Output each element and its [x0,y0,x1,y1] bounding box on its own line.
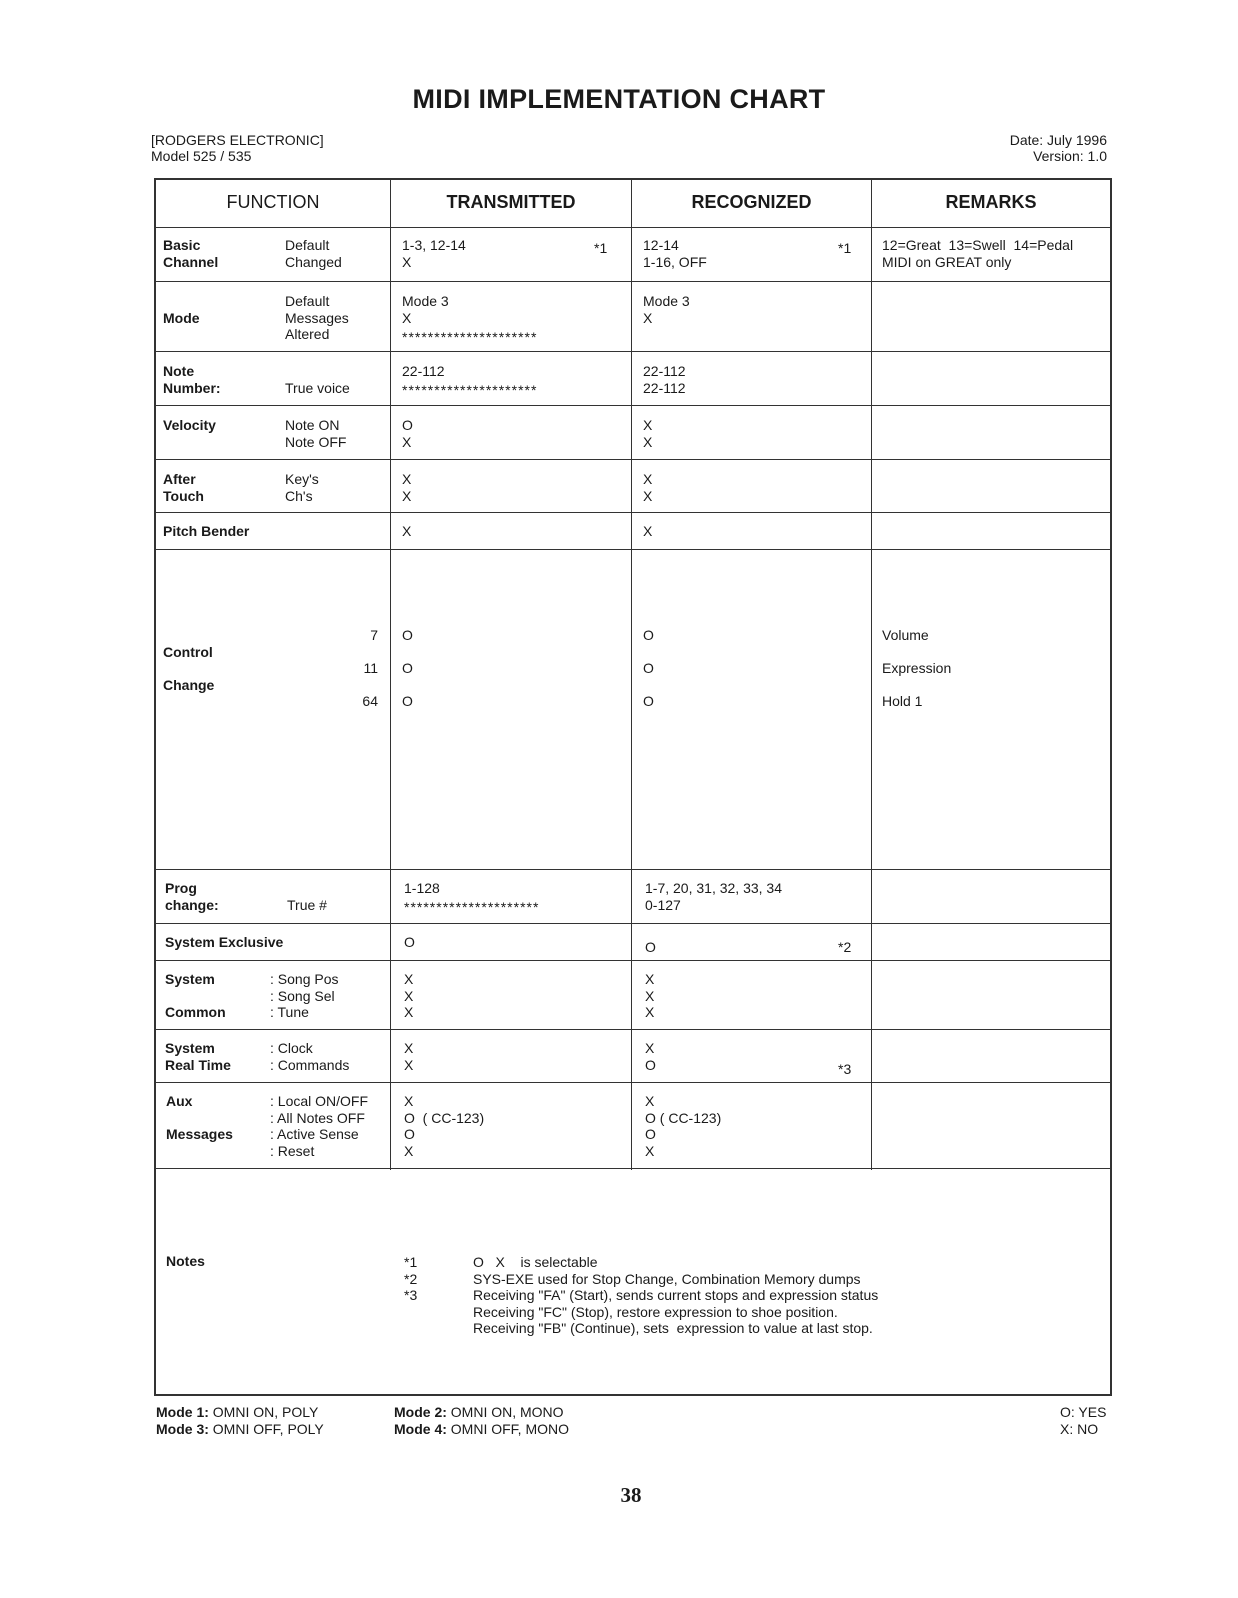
row-divider [156,281,1110,282]
aux-messages-label: Aux Messages [166,1093,233,1142]
model: Model 525 / 535 [151,148,252,164]
row-divider [156,351,1110,352]
mode-transmitted: Mode 3 X [402,293,449,326]
note-number-recognized: 22-112 22-112 [643,363,686,396]
page-number: 38 [620,1483,642,1507]
col-divider-3 [871,180,872,1170]
row-divider [156,960,1110,961]
system-common-sub: : Song Pos : Song Sel : Tune [270,971,339,1020]
row-divider [156,549,1110,550]
header-recognized: RECOGNIZED [691,192,812,212]
prog-change-recognized: 1-7, 20, 31, 32, 33, 34 0-127 [645,880,782,913]
header-right [1010,132,1107,164]
cc-transmitted: O [402,627,413,643]
row-divider [156,923,1110,924]
after-touch-label: After Touch [163,471,204,504]
prog-change-sub: True # [287,897,327,913]
system-real-time-label: System Real Time [165,1040,231,1073]
cc-remark: Hold 1 [882,693,923,709]
system-exclusive-recognized-note: *2 [838,939,852,955]
row-divider [156,405,1110,406]
prog-change-transmitted-stars: ********************* [404,899,540,915]
system-real-time-recognized: X O [645,1040,656,1073]
cc-recognized: O [643,693,654,709]
system-real-time-transmitted: X X [404,1040,414,1073]
cc-transmitted: O [402,693,413,709]
mode-4 [394,1421,569,1438]
notes-text: O X is selectable SYS-EXE used for Stop Change, Combination Memory dumps Receiving "FA" (Start), sends current stops and expression status Receiving "FC" (Stop), restore expression to shoe position. Receiving "FB" (Continue), sets expression to value at last stop. [473,1254,879,1336]
mode-2-text: OMNI ON, MONO [446,1404,564,1420]
cc-number: 11 [363,660,378,676]
basic-channel-sub: Default Changed [285,237,342,270]
date: Date: July 1996 [1009,132,1107,148]
aux-messages-sub: : Local ON/OFF : All Notes OFF : Active Sense : Reset [270,1093,369,1159]
velocity-transmitted: O X [402,417,413,450]
note-number-label: Note Number: [163,363,221,396]
aux-messages-transmitted: X O ( CC-123) O X [404,1093,485,1159]
note-number-transmitted-stars: ********************* [402,382,538,398]
basic-channel-label: Basic Channel [163,237,219,270]
cc-transmitted: O [402,660,413,676]
header-remarks: REMARKS [945,192,1037,212]
row-divider [156,459,1110,460]
cc-recognized: O [643,660,654,676]
notes-label: Notes [166,1253,205,1269]
system-real-time-recognized-note: *3 [838,1061,852,1077]
mode-3 [156,1421,324,1438]
after-touch-recognized: X X [643,471,653,504]
col-divider-2 [631,180,632,1170]
basic-channel-remarks: 12=Great 13=Swell 14=Pedal MIDI on GREAT only [882,237,1074,270]
row-divider [156,512,1110,513]
mode-4-label: Mode 4: [394,1421,447,1437]
page-title: MIDI IMPLEMENTATION CHART [412,84,826,114]
prog-change-label: Prog change: [165,880,219,913]
header-transmitted: TRANSMITTED [446,192,576,212]
pitch-bender-label: Pitch Bender [163,523,250,539]
mode-3-text: OMNI OFF, POLY [208,1421,324,1437]
system-common-transmitted: X X X [404,971,414,1020]
basic-channel-recognized: 12-14 1-16, OFF [643,237,707,270]
row-divider [156,227,1110,228]
mode-3-label: Mode 3: [156,1421,209,1437]
header-left [151,132,324,164]
basic-channel-transmitted-note: *1 [594,240,608,256]
system-common-recognized: X X X [645,971,655,1020]
col-divider-1 [390,180,391,1170]
cc-remark: Volume [882,627,929,643]
row-divider [156,1082,1110,1083]
mode-2-label: Mode 2: [394,1404,447,1420]
basic-channel-transmitted: 1-3, 12-14 X [402,237,466,270]
system-exclusive-recognized: O [645,939,656,955]
cc-recognized: O [643,627,654,643]
control-change-label: Control Change [163,644,215,693]
cc-number: 7 [370,627,378,643]
manufacturer: [RODGERS ELECTRONIC] [151,132,324,148]
prog-change-transmitted: 1-128 [404,880,440,896]
cc-number: 64 [362,693,378,709]
legend-no: X: NO [1060,1421,1099,1437]
version: Version: 1.0 [1033,148,1107,164]
row-divider [156,1029,1110,1030]
note-number-sub: True voice [285,380,350,396]
mode-1-label: Mode 1: [156,1404,209,1420]
mode-2 [394,1404,564,1421]
aux-messages-recognized: X O ( CC-123) O X [645,1093,722,1159]
header-function: FUNCTION [226,192,320,212]
row-divider [156,1168,1110,1169]
mode-recognized: Mode 3 X [643,293,690,326]
system-exclusive-transmitted: O [404,934,415,950]
system-common-label: System Common [165,971,226,1020]
mode-1 [156,1404,318,1421]
mode-4-text: OMNI OFF, MONO [446,1421,569,1437]
pitch-bender-transmitted: X [402,523,412,539]
after-touch-sub: Key's Ch's [285,471,319,504]
velocity-recognized: X X [643,417,653,450]
row-divider [156,869,1110,870]
basic-channel-recognized-note: *1 [838,240,852,256]
velocity-label: Velocity [163,417,216,433]
note-number-transmitted: 22-112 [402,363,445,379]
velocity-sub: Note ON Note OFF [285,417,347,450]
mode-transmitted-stars: ********************* [402,329,538,345]
mode-1-text: OMNI ON, POLY [208,1404,319,1420]
after-touch-transmitted: X X [402,471,412,504]
system-real-time-sub: : Clock : Commands [270,1040,350,1073]
legend-yes: O: YES [1060,1404,1107,1420]
pitch-bender-recognized: X [643,523,653,539]
cc-remark: Expression [882,660,952,676]
mode-label: Mode [163,310,200,326]
mode-sub: Default Messages Altered [285,293,349,342]
midi-chart-table [154,178,1112,1396]
notes-markers: *1 *2 *3 [404,1254,418,1303]
system-exclusive-label: System Exclusive [165,934,284,950]
